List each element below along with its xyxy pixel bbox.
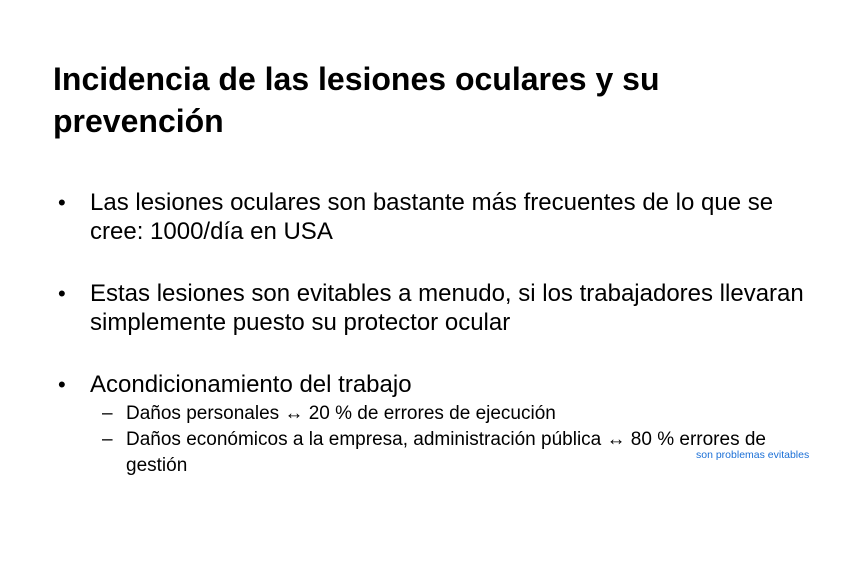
annotation-note: son problemas evitables: [696, 449, 810, 461]
bullet-item: [56, 188, 816, 246]
sub-bullet-marker: –: [102, 403, 113, 424]
bullet-text: Acondicionamiento del trabajo: [90, 371, 412, 398]
bullet-text: Las lesiones oculares son bastante más frecuentes de lo que se cree: 1000/día en USA: [90, 189, 774, 245]
bullet-item: [56, 370, 816, 479]
bullet-item: [56, 279, 816, 337]
sub-bullet-marker: –: [102, 429, 113, 450]
sub-bullet-item: [92, 401, 816, 427]
bullet-marker: •: [58, 281, 66, 306]
bullet-marker: •: [58, 190, 66, 215]
sub-bullet-text: Daños personales ↔ 20 % de errores de ejecución: [126, 403, 556, 424]
bullet-list: [56, 188, 816, 479]
bullet-text: Estas lesiones son evitables a menudo, si los trabajadores llevaran simplemente puesto su protector ocular: [90, 280, 804, 336]
slide-title: Incidencia de las lesiones oculares y su prevención: [53, 61, 660, 139]
sub-bullet-list: [90, 401, 816, 479]
bullet-marker: •: [58, 372, 66, 397]
sub-bullet-text: Daños económicos a la empresa, administración pública ↔ 80 % errores de gestión: [126, 429, 766, 476]
